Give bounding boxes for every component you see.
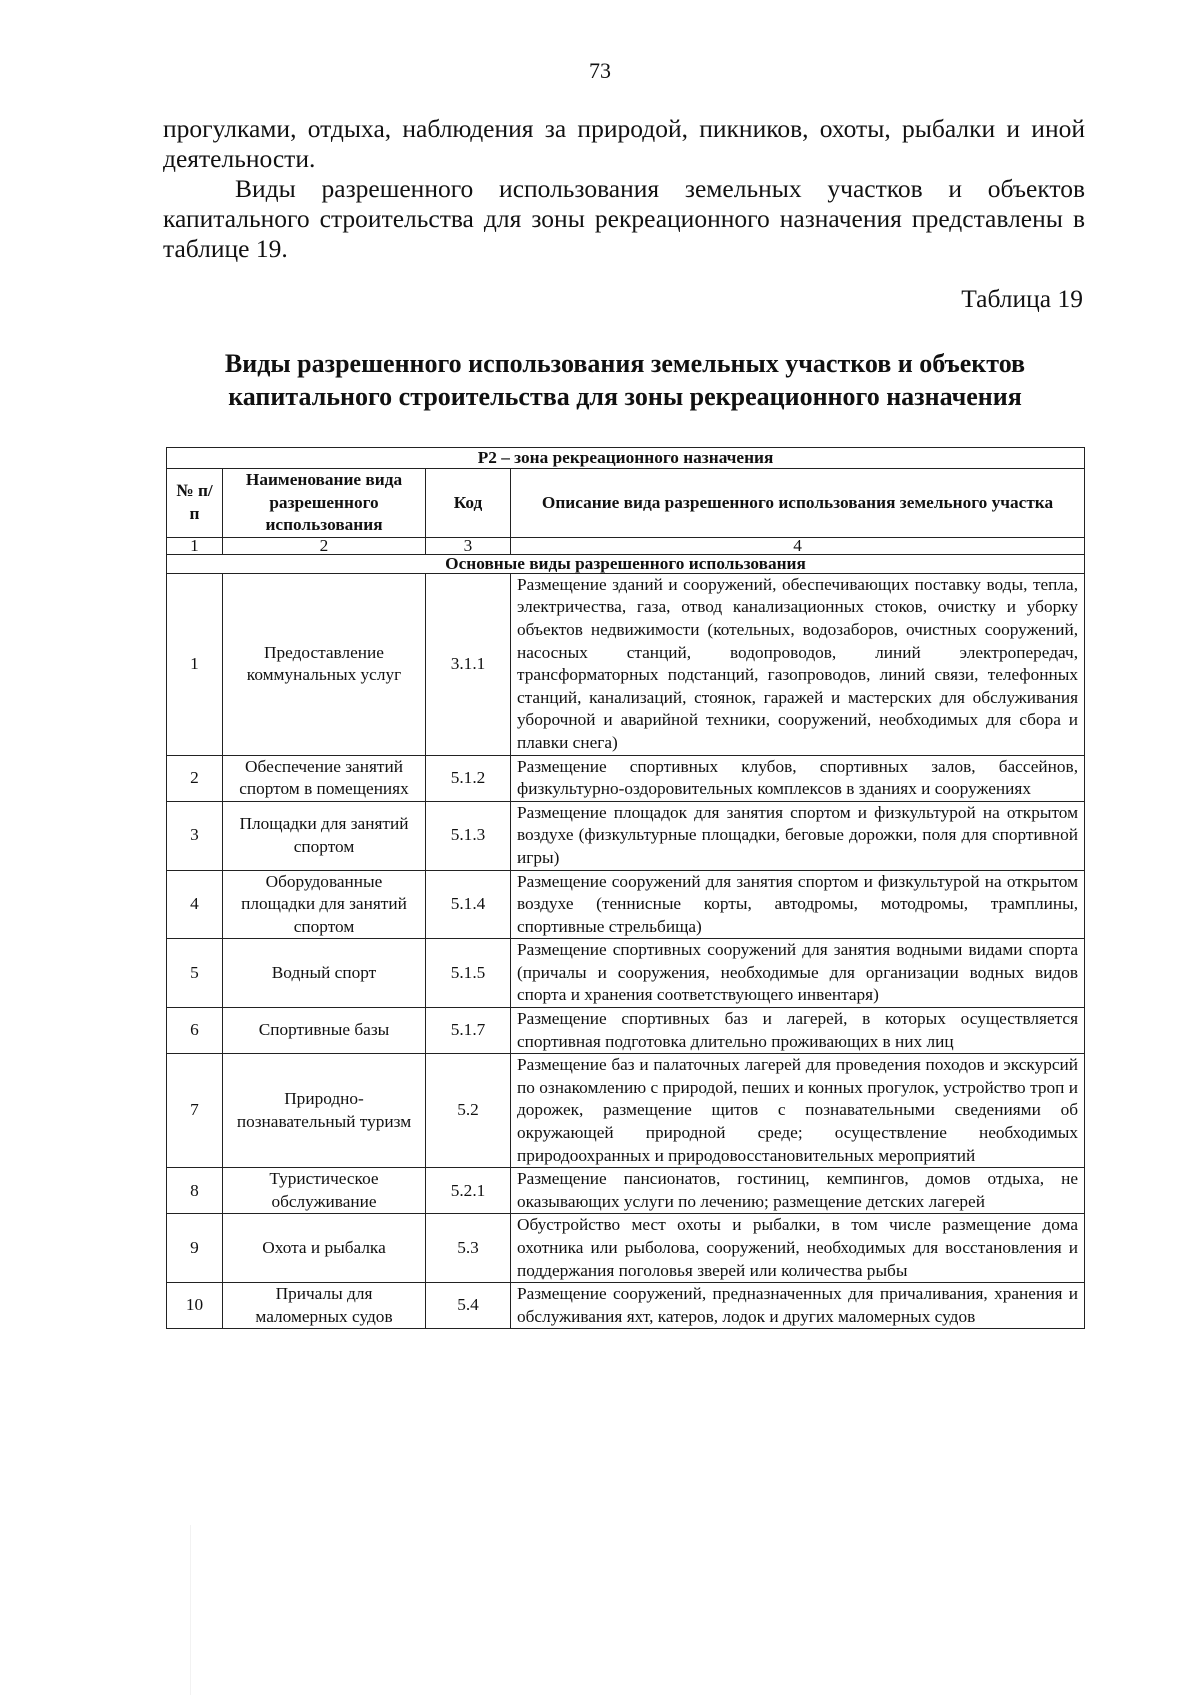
use-description: Размещение спортивных баз и лагерей, в которых осуществляется спортивная подготовка длительно проживающих в них лиц xyxy=(511,1008,1085,1054)
use-code: 5.1.3 xyxy=(426,801,511,870)
column-number-3: 3 xyxy=(426,537,511,554)
page-number: 73 xyxy=(589,58,611,83)
use-code: 5.3 xyxy=(426,1214,511,1283)
use-name: Предоставление коммунальных услуг xyxy=(223,573,426,755)
row-number: 7 xyxy=(167,1054,223,1168)
table-row xyxy=(167,573,1085,755)
use-code: 5.1.4 xyxy=(426,870,511,939)
row-number: 9 xyxy=(167,1214,223,1283)
use-code: 5.1.5 xyxy=(426,939,511,1008)
table-row xyxy=(167,1054,1085,1168)
use-name: Площадки для занятий спортом xyxy=(223,801,426,870)
zone-header: Р2 – зона рекреационного назначения xyxy=(167,448,1085,469)
use-name: Причалы для маломерных судов xyxy=(223,1283,426,1329)
use-code: 3.1.1 xyxy=(426,573,511,755)
scan-edge-mark xyxy=(190,1525,191,1695)
row-number: 1 xyxy=(167,573,223,755)
use-description: Обустройство мест охоты и рыбалки, в том числе размещение дома охотника или рыболова, сооружений, необходимых для восстановления и поддержания поголовья зверей или количества рыбы xyxy=(511,1214,1085,1283)
use-code: 5.4 xyxy=(426,1283,511,1329)
use-name: Природно-познавательный туризм xyxy=(223,1054,426,1168)
use-description: Размещение спортивных клубов, спортивных залов, бассейнов, физкультурно-оздоровительных комплексов в зданиях и сооружениях xyxy=(511,755,1085,801)
column-number-1: 1 xyxy=(167,537,223,554)
row-number: 8 xyxy=(167,1168,223,1214)
header-description: Описание вида разрешенного использования земельного участка xyxy=(511,469,1085,538)
section-header: Основные виды разрешенного использования xyxy=(167,554,1085,573)
use-description: Размещение зданий и сооружений, обеспечивающих поставку воды, тепла, электричества, газа, отвод канализационных стоков, очистку и уборку объектов недвижимости (котельных, водозаборов, очистных сооружений, насосных станций, водопроводов, линий электропередач, трансформаторных подстанций, газопроводов, линий связи, телефонных станций, канализаций, стоянок, гаражей и мастерских для обслуживания уборочной и аварийной техники, сооружений, необходимых для сбора и плавки снега) xyxy=(511,573,1085,755)
intro-paragraph-1: прогулками, отдыха, наблюдения за природой, пикников, охоты, рыбалки и иной деятельности. xyxy=(163,114,1085,173)
use-description: Размещение сооружений для занятия спортом и физкультурой на открытом воздухе (теннисные корты, автодромы, мотодромы, трамплины, спортивные стрельбища) xyxy=(511,870,1085,939)
table-row xyxy=(167,801,1085,870)
use-code: 5.1.2 xyxy=(426,755,511,801)
row-number: 6 xyxy=(167,1008,223,1054)
table-row xyxy=(167,755,1085,801)
table-title: Виды разрешенного использования земельных участков и объектов капитального строительства для зоны рекреационного назначения xyxy=(224,349,1026,411)
table-row xyxy=(167,939,1085,1008)
use-name: Оборудованные площадки для занятий спортом xyxy=(223,870,426,939)
use-description: Размещение баз и палаточных лагерей для проведения походов и экскурсий по ознакомлению с природой, пеших и конных прогулок, устройство троп и дорожек, размещение щитов с познавательными сведениями об окружающей природной среде; осуществление необходимых природоохранных и природовосстановительных мероприятий xyxy=(511,1054,1085,1168)
row-number: 4 xyxy=(167,870,223,939)
use-description: Размещение площадок для занятия спортом и физкультурой на открытом воздухе (физкультурные площадки, беговые дорожки, поля для спортивной игры) xyxy=(511,801,1085,870)
use-name: Водный спорт xyxy=(223,939,426,1008)
use-code: 5.1.7 xyxy=(426,1008,511,1054)
use-code: 5.2.1 xyxy=(426,1168,511,1214)
row-number: 2 xyxy=(167,755,223,801)
table-row xyxy=(167,1214,1085,1283)
use-name: Охота и рыбалка xyxy=(223,1214,426,1283)
intro-paragraph-2: Виды разрешенного использования земельных участков и объектов капитального строительства для зоны рекреационного назначения представлены в таблице 19. xyxy=(163,174,1085,263)
use-name: Обеспечение занятий спортом в помещениях xyxy=(223,755,426,801)
column-number-2: 2 xyxy=(223,537,426,554)
header-number: № п/п xyxy=(167,469,223,538)
header-name: Наименование вида разрешенного использования xyxy=(223,469,426,538)
permitted-use-table xyxy=(166,447,1085,1329)
use-description: Размещение спортивных сооружений для занятия водными видами спорта (причалы и сооружения, необходимые для организации водных видов спорта и хранения соответствующего инвентаря) xyxy=(511,939,1085,1008)
table-row xyxy=(167,1008,1085,1054)
use-description: Размещение сооружений, предназначенных для причаливания, хранения и обслуживания яхт, катеров, лодок и других маломерных судов xyxy=(511,1283,1085,1329)
use-name: Спортивные базы xyxy=(223,1008,426,1054)
table-row xyxy=(167,1168,1085,1214)
column-number-4: 4 xyxy=(511,537,1085,554)
row-number: 10 xyxy=(167,1283,223,1329)
use-description: Размещение пансионатов, гостиниц, кемпингов, домов отдыха, не оказывающих услуги по лечению; размещение детских лагерей xyxy=(511,1168,1085,1214)
intro-text xyxy=(163,114,1085,264)
use-name: Туристическое обслуживание xyxy=(223,1168,426,1214)
table-row xyxy=(167,870,1085,939)
table-row xyxy=(167,1283,1085,1329)
header-code: Код xyxy=(426,469,511,538)
row-number: 3 xyxy=(167,801,223,870)
use-code: 5.2 xyxy=(426,1054,511,1168)
row-number: 5 xyxy=(167,939,223,1008)
table-label: Таблица 19 xyxy=(961,284,1083,313)
